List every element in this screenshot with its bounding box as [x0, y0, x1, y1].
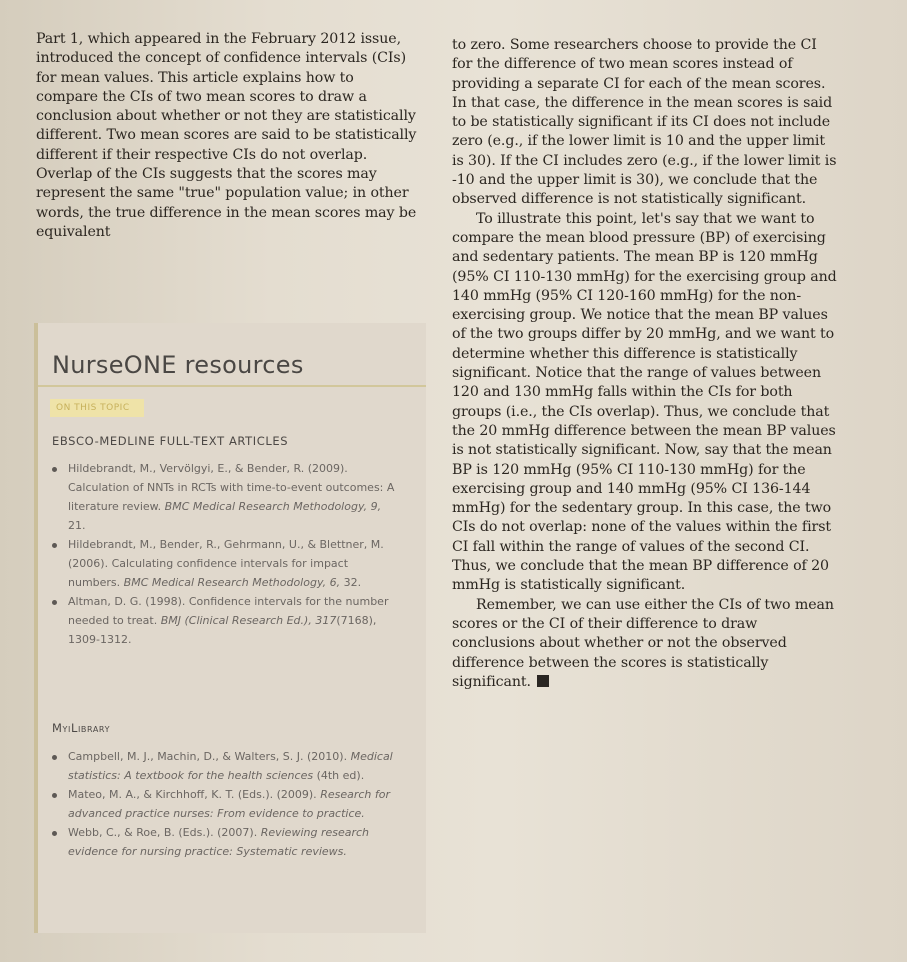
- reference-source: BMC Medical Research Methodology, 9,: [164, 500, 382, 513]
- bullet-icon: [52, 467, 57, 472]
- reference-item: [52, 823, 402, 861]
- ebsco-reference-list: [52, 459, 402, 649]
- nurseone-resources-box: [34, 323, 426, 933]
- reference-item: [52, 747, 402, 785]
- myilibrary-section-heading: MyiLibrary: [52, 721, 111, 735]
- left-column: [36, 30, 420, 242]
- reference-tail: (4th ed).: [313, 769, 365, 782]
- intro-paragraph: Part 1, which appeared in the February 2012 issue, introduced the concept of confidence intervals (CIs) for mean values. This article explains how to compare the CIs of two mean scores to draw a conclusion about whether or not they are statistically different. Two mean scores are said to be statistically different if their respective CIs do not overlap. Overlap of the CIs suggests that the scores may represent the same "true" population value; in other words, the true difference in the mean scores may be equivalent: [36, 31, 417, 240]
- bullet-icon: [52, 831, 57, 836]
- bullet-icon: [52, 543, 57, 548]
- reference-item: [52, 785, 402, 823]
- reference-tail: (7168), 1309-1312.: [68, 614, 377, 646]
- bullet-icon: [52, 793, 57, 798]
- right-column: [452, 36, 840, 692]
- reference-authors: Hildebrandt, M., Vervölgyi, E., & Bender, R. (2009). Calculation of NNTs in RCTs with time-to-event outcomes: A literature review.: [68, 462, 395, 513]
- bullet-icon: [52, 755, 57, 760]
- reference-tail: 21.: [68, 519, 86, 532]
- reference-authors: Hildebrandt, M., Bender, R., Gehrmann, U., & Blettner, M. (2006). Calculating confidence intervals for impact numbers.: [68, 538, 384, 589]
- ebsco-section-heading: EBSCO-MEDLINE FULL-TEXT ARTICLES: [52, 434, 289, 448]
- reference-source: BMJ (Clinical Research Ed.), 317: [160, 614, 337, 627]
- sidebar-title: NurseONE resources: [52, 351, 304, 379]
- reference-item: [52, 535, 402, 592]
- end-of-article-mark: [537, 675, 549, 687]
- right-paragraph-3-text: Remember, we can use either the CIs of two mean scores or the CI of their difference to draw conclusions about whether or not the observed difference between the scores is statistically significant.: [452, 596, 834, 690]
- sidebar-header: [38, 323, 426, 387]
- right-paragraph-1: to zero. Some researchers choose to provide the CI for the difference of two mean scores instead of providing a separate CI for each of the mean scores. In that case, the difference in the mean scores is said to be statistically significant if its CI does not include zero (e.g., if the lower limit is 10 and the upper limit is 30). If the CI includes zero (e.g., if the lower limit is -10 and the upper limit is 30), we conclude that the observed difference is not statistically significant.: [452, 37, 837, 208]
- reference-item: [52, 459, 402, 535]
- bullet-icon: [52, 600, 57, 605]
- reference-source: Research for advanced practice nurses: From evidence to practice.: [68, 788, 391, 820]
- reference-item: [52, 592, 402, 649]
- reference-authors: Mateo, M. A., & Kirchhoff, K. T. (Eds.). (2009).: [68, 788, 321, 801]
- reference-source: Medical statistics: A textbook for the health sciences: [68, 750, 393, 782]
- right-paragraph-3: [452, 596, 840, 692]
- reference-authors: Altman, D. G. (1998). Confidence intervals for the number needed to treat.: [68, 595, 389, 627]
- reference-authors: Webb, C., & Roe, B. (Eds.). (2007).: [68, 826, 261, 839]
- reference-tail: 32.: [340, 576, 362, 589]
- topic-tag: ON THIS TOPIC: [50, 399, 144, 417]
- reference-authors: Campbell, M. J., Machin, D., & Walters, S. J. (2010).: [68, 750, 351, 763]
- reference-source: Reviewing research evidence for nursing practice: Systematic reviews.: [68, 826, 370, 858]
- myilibrary-reference-list: [52, 747, 402, 861]
- right-paragraph-2: To illustrate this point, let's say that we want to compare the mean blood pressure (BP) of exercising and sedentary patients. The mean BP is 120 mmHg (95% CI 110-130 mmHg) for the exercising group and 140 mmHg (95% CI 120-160 mmHg) for the non-exercising group. We notice that the mean BP values of the two groups differ by 20 mmHg, and we want to determine whether this difference is statistically significant. Notice that the range of values between 120 and 130 mmHg falls within the CIs for both groups (i.e., the CIs overlap). Thus, we conclude that the 20 mmHg difference between the mean BP values is not statistically significant. Now, say that the mean BP is 120 mmHg (95% CI 110-130 mmHg) for the exercising group and 140 mmHg (95% CI 136-144 mmHg) for the sedentary group. In this case, the two CIs do not overlap: none of the values within the first CI fall within the range of values of the second CI. Thus, we conclude that the mean BP difference of 20 mmHg is statistically significant.: [452, 210, 837, 594]
- reference-source: BMC Medical Research Methodology, 6,: [123, 576, 341, 589]
